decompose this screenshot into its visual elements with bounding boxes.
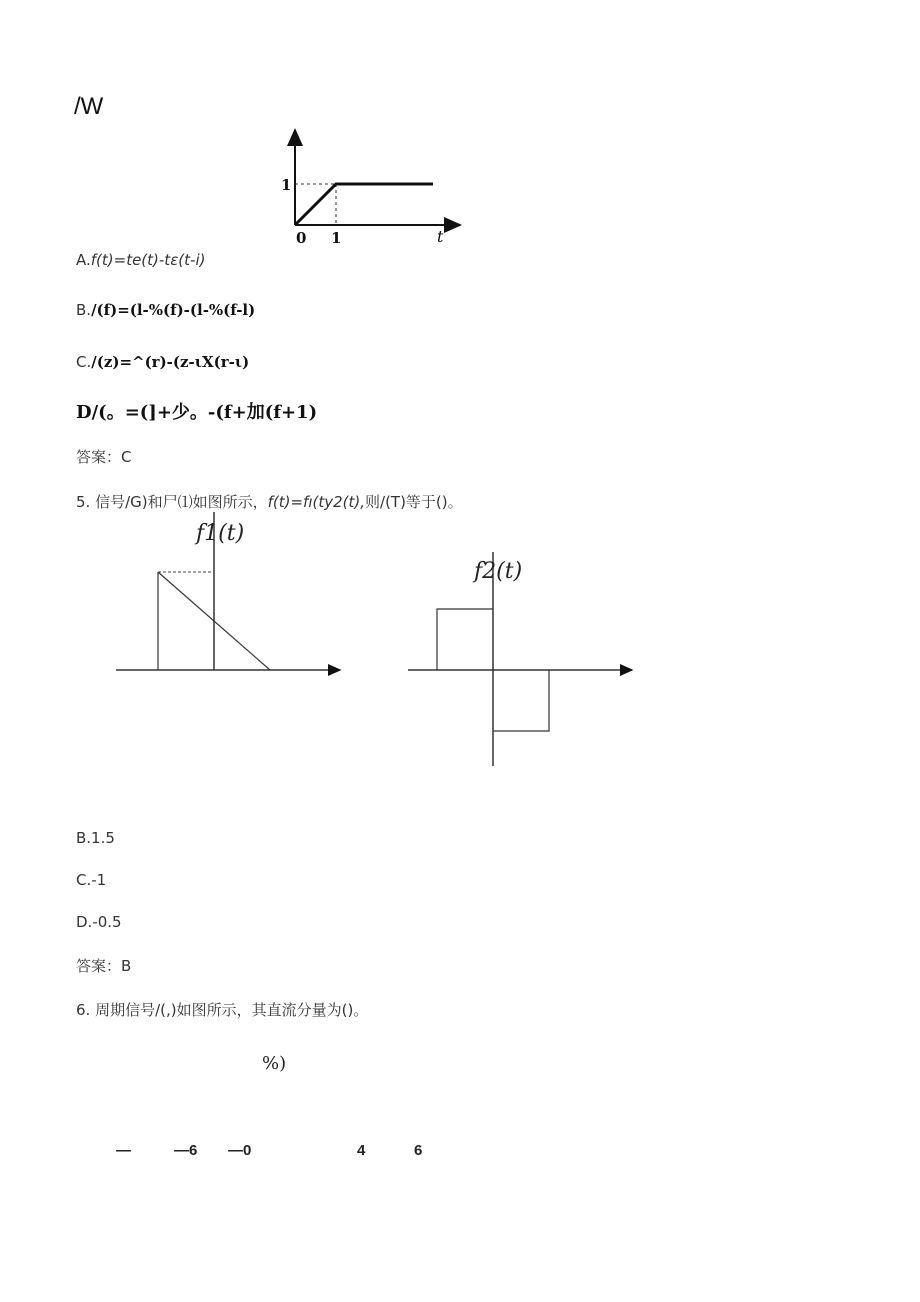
q4-y-tick: 1 [281,176,292,194]
q6-axis-label-dash: — [116,1142,131,1159]
q5-f2-figure [400,550,640,770]
q4-option-b [76,301,255,319]
q4-signal-curve [295,184,433,225]
f2-positive-pulse [437,609,493,670]
q6-stem: 6. 周期信号/(,)如图所示，其直流分量为()。 [76,1001,369,1019]
q4-x-tick: 1 [331,229,342,247]
q6-fragment: %) [262,1053,287,1074]
option-c-formula: /(z)=^(r)-(z-ιX(r-ι) [91,353,250,371]
q6-axis-label-6: 6 [414,1142,423,1159]
f2-negative-pulse [493,670,549,731]
q5-stem-formula: f(t)=fı(ty2(t), [267,493,366,511]
option-a-prefix: A. [76,251,91,269]
q5-option-d: D.-0.5 [76,913,122,931]
q4-x-origin: 0 [296,229,307,247]
q6-axis-label-4: 4 [357,1142,366,1159]
q5-option-b: B.1.5 [76,829,115,847]
q4-option-d: D/(。=(]+少。-(f+加(f+1) [76,402,318,423]
q5-stem-suffix: 则/(T)等于()。 [365,493,463,511]
f2-label: f2(t) [474,559,523,584]
q5-stem [76,491,463,512]
q4-option-c [76,353,249,371]
q5-option-c: C.-1 [76,871,107,889]
option-a-formula: f(t)=te(t)-tε(t-i) [90,251,206,269]
option-b-formula: /(f)=(l-%(f)-(l-%(f-l) [91,301,256,319]
q5-stem-prefix: 5. 信号/G)和尸⑴如图所示， [76,493,268,511]
q5-f1-figure [110,510,350,680]
option-b-prefix: B. [76,301,92,319]
q4-ramp-figure [270,125,470,245]
q4-answer: 答案：C [76,448,132,466]
q6-axis-label-0: —0 [228,1142,252,1159]
q4-option-a [76,251,205,269]
f1-label: f1(t) [196,521,245,546]
q5-answer: 答案：B [76,957,132,975]
q6-axis-label-neg6: —6 [174,1142,198,1159]
option-c-prefix: C. [76,353,92,371]
q4-x-axis-label: t [437,227,444,246]
header-fragment: /W [74,93,104,120]
